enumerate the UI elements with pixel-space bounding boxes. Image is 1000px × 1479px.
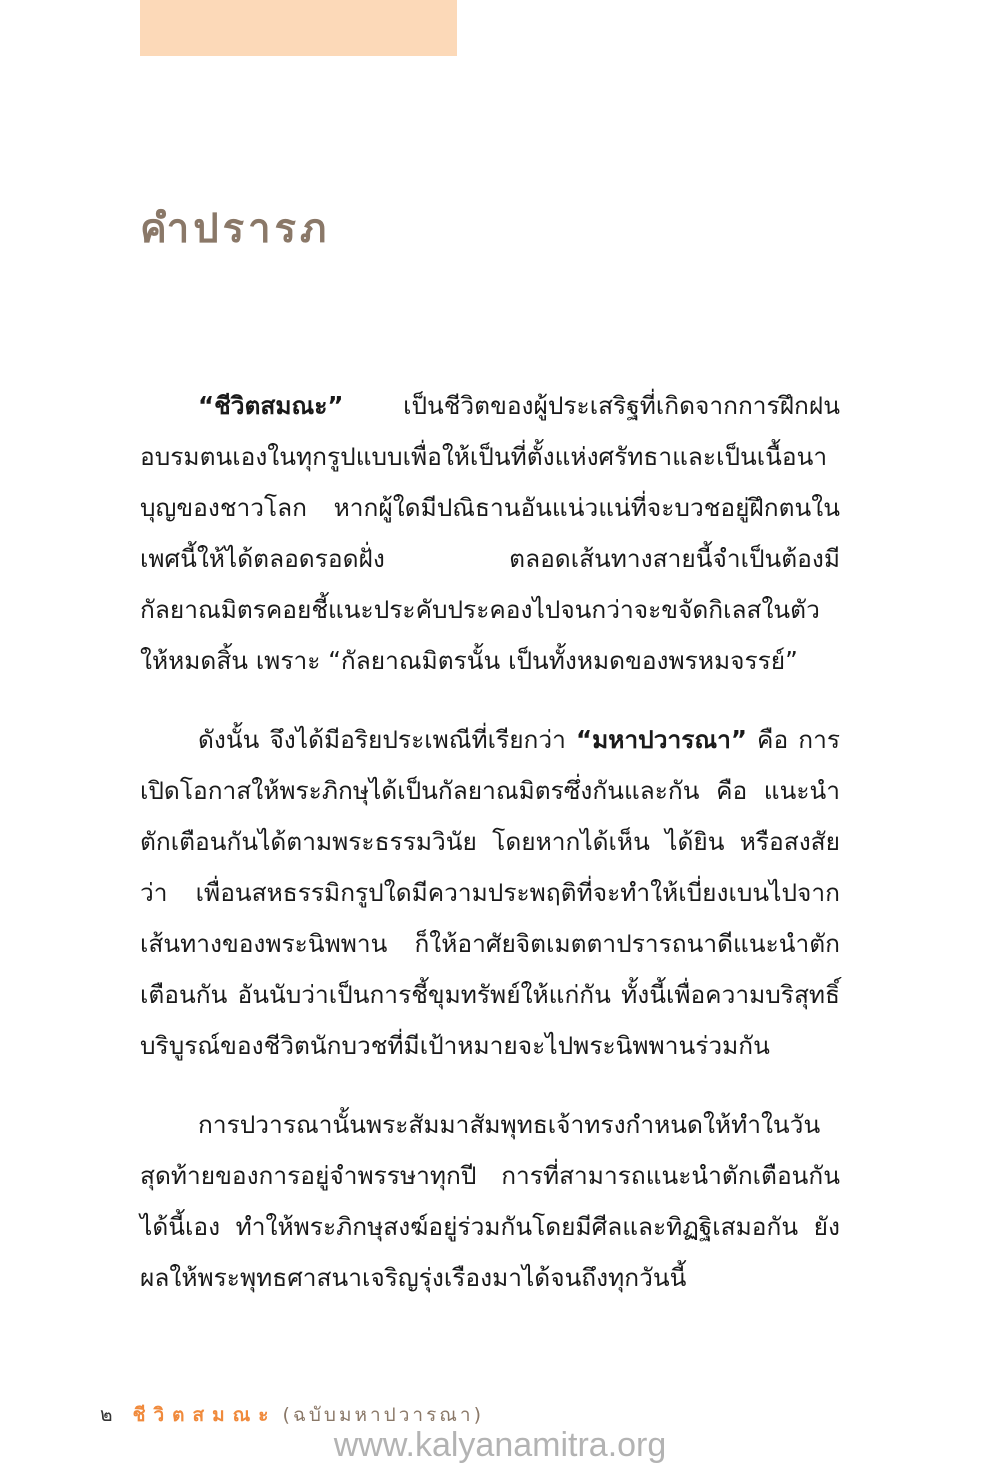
- paragraph-3: [140, 1099, 840, 1303]
- paragraph-text: ดังนั้น จึงได้มีอริยประเพณีที่เรียกว่า: [198, 725, 576, 754]
- page-number: ๒: [100, 1404, 113, 1426]
- header-color-band: [140, 0, 457, 56]
- bold-term: “ชีวิตสมณะ”: [198, 391, 344, 420]
- book-title: ชีวิตสมณะ: [132, 1404, 277, 1426]
- paragraph-1: [140, 380, 840, 686]
- watermark-url: www.kalyanamitra.org: [333, 1426, 667, 1464]
- paragraph-text: คือ การเปิดโอกาสให้พระภิกษุได้เป็นกัลยาณมิตรซึ่งกันและกัน คือ แนะนำตักเตือนกันได้ตามพระธรรมวินัย โดยหากได้เห็น ได้ยิน หรือสงสัยว่า เพื่อนสหธรรมิกรูปใดมีความประพฤติที่จะทำให้เบี่ยงเบนไปจากเส้นทางของพระนิพพาน ก็ให้อาศัยจิตเมตตาปรารถนาดีแนะนำตักเตือนกัน อันนับว่าเป็นการชี้ขุมทรัพย์ให้แก่กัน ทั้งนี้เพื่อความบริสุทธิ์บริบูรณ์ของชีวิตนักบวชที่มีเป้าหมายจะไปพระนิพพานร่วมกัน: [140, 725, 840, 1060]
- paragraph-text: เป็นชีวิตของผู้ประเสริฐที่เกิดจากการฝึกฝนอบรมตนเองในทุกรูปแบบเพื่อให้เป็นที่ตั้งแห่งศรัทธาและเป็นเนื้อนาบุญของชาวโลก หากผู้ใดมีปณิธานอันแน่วแน่ที่จะบวชอยู่ฝึกตนในเพศนี้ให้ได้ตลอดรอดฝั่ง ตลอดเส้นทางสายนี้จำเป็นต้องมีกัลยาณมิตรคอยชี้แนะประคับประคองไปจนกว่าจะขจัดกิเลสในตัวให้หมดสิ้น เพราะ “กัลยาณมิตรนั้น เป็นทั้งหมดของพรหมจรรย์”: [140, 391, 840, 675]
- bold-term: “มหาปวารณา”: [575, 725, 747, 754]
- body-text: [140, 380, 840, 1331]
- edition-label: (ฉบับมหาปวารณา): [282, 1404, 484, 1426]
- page-title: คำปรารภ: [140, 206, 331, 252]
- paragraph-2: [140, 714, 840, 1071]
- paragraph-text: การปวารณานั้นพระสัมมาสัมพุทธเจ้าทรงกำหนดให้ทำในวันสุดท้ายของการอยู่จำพรรษาทุกปี การที่สามารถแนะนำตักเตือนกันได้นี้เอง ทำให้พระภิกษุสงฆ์อยู่ร่วมกันโดยมีศีลและทิฏฐิเสมอกัน ยังผลให้พระพุทธศาสนาเจริญรุ่งเรืองมาได้จนถึงทุกวันนี้: [140, 1110, 840, 1292]
